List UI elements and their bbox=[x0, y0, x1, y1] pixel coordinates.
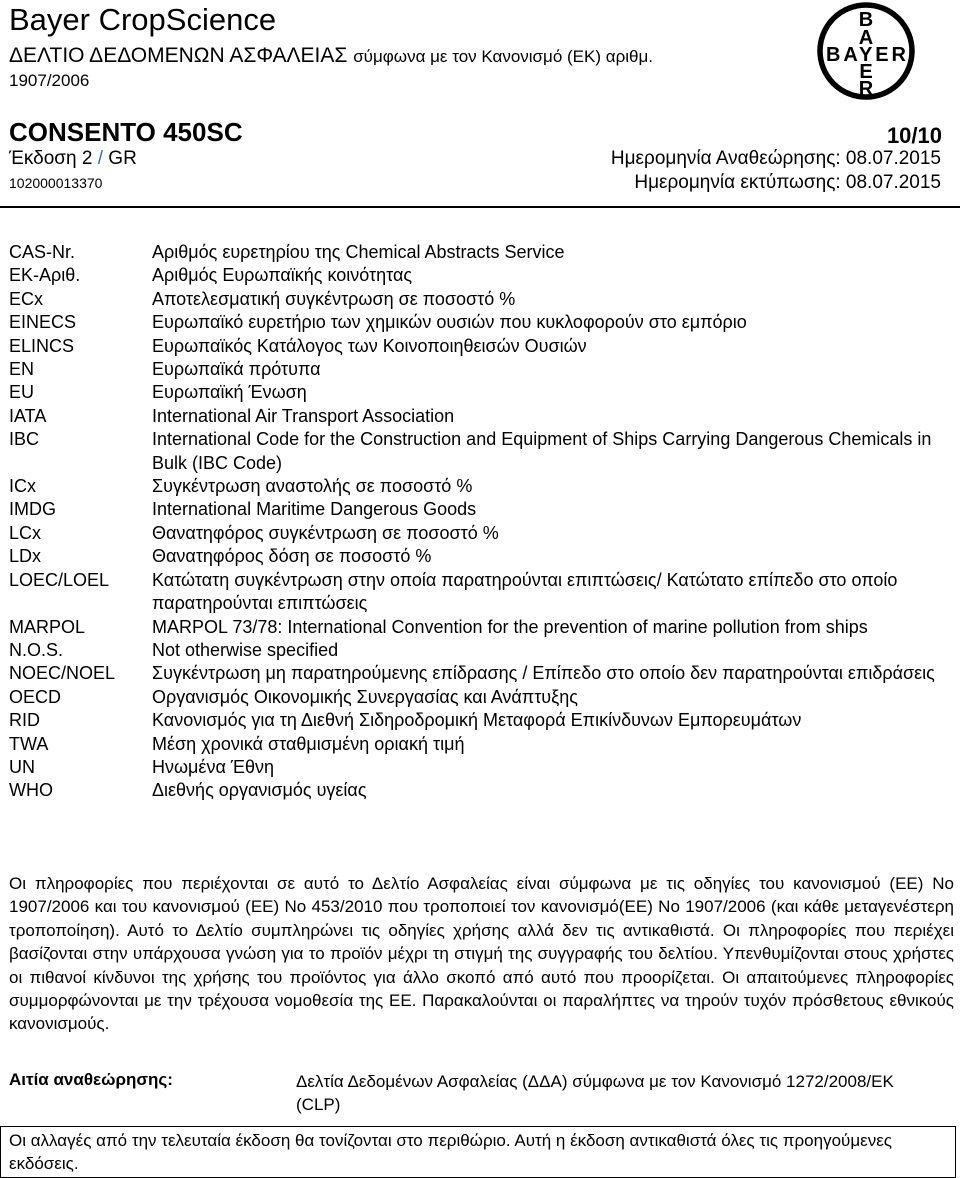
sds-title bbox=[9, 44, 653, 68]
change-note-box: Οι αλλαγές από την τελευταία έκδοση θα τονίζονται στο περιθώριο. Αυτή η έκδοση αντικαθιστά όλες τις προηγούμενες εκδόσεις. bbox=[0, 1126, 956, 1178]
abbreviation-term: ECx bbox=[9, 288, 44, 309]
abbreviation-term: MARPOL bbox=[9, 616, 86, 637]
logo-letter-lower: E bbox=[859, 61, 873, 83]
print-date: Ημερομηνία εκτύπωσης: 08.07.2015 bbox=[634, 172, 941, 193]
abbreviation-term: OECD bbox=[9, 686, 62, 707]
abbreviation-definition: Κατώτατη συγκέντρωση στην οποία παρατηρούνται επιπτώσεις/ Κατώτατο επίπεδο στο οποίο παρατηρούνται επιπτώσεις bbox=[152, 569, 898, 614]
abbreviation-definition: Ευρωπαϊκή Ένωση bbox=[152, 382, 307, 403]
abbreviation-definition: International Air Transport Association bbox=[152, 405, 455, 426]
abbreviation-row bbox=[9, 475, 954, 498]
abbreviation-definition: Not otherwise specified bbox=[152, 639, 339, 660]
abbreviation-row bbox=[9, 756, 954, 779]
abbreviation-definition: Οργανισμός Οικονομικής Συνεργασίας και Ανάπτυξης bbox=[152, 686, 578, 707]
abbreviation-term: EN bbox=[9, 359, 35, 380]
abbreviation-row bbox=[9, 709, 954, 732]
abbreviation-row bbox=[9, 241, 954, 264]
logo-letter-upper: A bbox=[858, 27, 874, 49]
abbreviation-row bbox=[9, 733, 954, 756]
abbreviation-term: ELINCS bbox=[9, 335, 75, 356]
abbreviation-row bbox=[9, 358, 954, 381]
abbreviation-row bbox=[9, 335, 954, 358]
abbreviation-definition: Διεθνής οργανισμός υγείας bbox=[152, 780, 367, 801]
abbreviation-definition: Αριθμός ευρετηρίου της Chemical Abstracts Service bbox=[152, 242, 565, 262]
abbreviation-term: N.O.S. bbox=[9, 639, 64, 660]
abbreviation-term: ICx bbox=[9, 476, 36, 497]
abbreviation-term: TWA bbox=[9, 733, 49, 754]
abbreviation-row bbox=[9, 264, 954, 287]
sds-regulation: σύμφωνα με τον Κανονισμό (ΕΚ) αριθμ. bbox=[353, 47, 653, 66]
logo-letter-bottom: R bbox=[858, 78, 874, 100]
abbreviation-definition: Συγκέντρωση αναστολής σε ποσοστό % bbox=[152, 476, 473, 497]
product-name: CONSENTO 450SC bbox=[9, 117, 243, 147]
abbreviation-definition: Αριθμός Ευρωπαϊκής κοινότητας bbox=[152, 265, 413, 286]
abbreviation-definition: MARPOL 73/78: International Convention for the prevention of marine pollution from ships bbox=[152, 616, 868, 637]
version-label: Έκδοση 2 bbox=[9, 148, 93, 169]
revision-date: Ημερομηνία Αναθεώρησης: 08.07.2015 bbox=[610, 148, 941, 169]
abbreviation-term: EU bbox=[9, 382, 35, 403]
logo-letter-top: B bbox=[858, 9, 874, 31]
abbreviation-row bbox=[9, 311, 954, 334]
revision-reason-label: Αιτία αναθεώρησης: bbox=[9, 1070, 173, 1089]
abbreviation-row bbox=[9, 569, 954, 616]
abbreviation-row bbox=[9, 779, 954, 802]
abbreviation-term: UN bbox=[9, 756, 35, 777]
abbreviations-table bbox=[9, 241, 954, 803]
abbreviation-definition: Αποτελεσματική συγκέντρωση σε ποσοστό % bbox=[152, 288, 516, 309]
abbreviation-term: IMDG bbox=[9, 499, 56, 520]
abbreviation-term: WHO bbox=[9, 780, 53, 801]
abbreviation-term: EINECS bbox=[9, 312, 77, 333]
abbreviation-definition: Θανατηφόρος δόση σε ποσοστό % bbox=[152, 546, 432, 567]
abbreviation-row bbox=[9, 616, 954, 639]
abbreviation-definition: International Code for the Construction and Equipment of Ships Carrying Dangerous Chemicals in Bulk (IBC Code) bbox=[152, 429, 932, 473]
header-divider bbox=[0, 206, 960, 208]
abbreviation-definition: Θανατηφόρος συγκέντρωση σε ποσοστό % bbox=[152, 522, 499, 543]
company-name: Bayer CropScience bbox=[9, 2, 277, 37]
abbreviation-row bbox=[9, 428, 954, 475]
abbreviation-row bbox=[9, 545, 954, 568]
abbreviation-term: LOEC/LOEL bbox=[9, 569, 110, 590]
abbreviation-term: NOEC/NOEL bbox=[9, 663, 116, 684]
abbreviation-term: CAS-Nr. bbox=[9, 242, 76, 262]
abbreviation-row bbox=[9, 639, 954, 662]
page-number: 10/10 bbox=[886, 123, 942, 148]
abbreviation-row bbox=[9, 405, 954, 428]
version-country: GR bbox=[108, 148, 137, 169]
abbreviation-definition: International Maritime Dangerous Goods bbox=[152, 499, 477, 520]
abbreviation-definition: Ευρωπαϊκός Κατάλογος των Κοινοποιηθεισών Ουσιών bbox=[152, 335, 587, 356]
abbreviation-row bbox=[9, 686, 954, 709]
abbreviation-term: LCx bbox=[9, 522, 42, 543]
abbreviation-term: IBC bbox=[9, 429, 40, 450]
logo-wordmark: BAYER bbox=[826, 44, 906, 66]
bayer-cross-logo bbox=[815, 0, 917, 102]
version-separator: / bbox=[92, 148, 109, 169]
abbreviation-row bbox=[9, 522, 954, 545]
abbreviation-row bbox=[9, 662, 954, 685]
disclaimer-paragraph: Οι πληροφορίες που περιέχονται σε αυτό το Δελτίο Ασφαλείας είναι σύμφωνα με τις οδηγίες του κανονισμού (ΕΕ) Νο 1907/2006 και του κανονισμού (ΕΕ) Νο 453/2010 που τροποποιεί τον κανονισμό(ΕΕ) Νο 1907/2006 (και κάθε μεταγενέστερη τροποποίηση). Αυτό το Δελτίο συμπληρώνει τις οδηγίες χρήσης αλλά δεν τις αντικαθιστά. Οι πληροφορίες που περιέχει βασίζονται στην υπάρχουσα γνώση για το προϊόν μέχρι τη στιγμή της συγγραφής του δελτίου. Υπενθυμίζονται στους χρήστες οι πιθανοί κίνδυνοι της χρήσης του προϊόντος για άλλο σκοπό από αυτό που προορίζεται. Οι απαιτούμενες πληροφορίες συμμορφώνονται με την τρέχουσα νομοθεσία της ΕΕ. Παρακαλούνται οι παραλήπτες να τηρούν τυχόν πρόσθετους εθνικούς κανονισμούς. bbox=[9, 874, 954, 1034]
abbreviation-row bbox=[9, 498, 954, 521]
abbreviation-definition: Μέση χρονικά σταθμισμένη οριακή τιμή bbox=[152, 733, 465, 754]
regulation-number: 1907/2006 bbox=[9, 71, 90, 90]
abbreviation-definition: Ευρωπαϊκά πρότυπα bbox=[152, 359, 321, 380]
abbreviation-term: IATA bbox=[9, 405, 47, 426]
abbreviation-row bbox=[9, 381, 954, 404]
abbreviation-definition: Ηνωμένα Έθνη bbox=[152, 756, 274, 777]
sds-title-main: ΔΕΛΤΙΟ ΔΕΔΟΜΕΝΩΝ ΑΣΦΑΛΕΙΑΣ bbox=[9, 44, 348, 67]
abbreviation-row bbox=[9, 288, 954, 311]
product-code: 102000013370 bbox=[9, 175, 103, 191]
abbreviation-term: ΕΚ-Αριθ. bbox=[9, 265, 81, 286]
abbreviation-term: LDx bbox=[9, 546, 42, 567]
abbreviation-definition: Συγκέντρωση μη παρατηρούμενης επίδρασης / Επίπεδο στο οποίο δεν παρατηρούνται επιδράσεις bbox=[152, 663, 935, 684]
abbreviation-definition: Ευρωπαϊκό ευρετήριο των χημικών ουσιών που κυκλοφορούν στο εμπόριο bbox=[152, 312, 747, 333]
abbreviation-term: RID bbox=[9, 710, 40, 731]
version-info bbox=[9, 148, 137, 170]
revision-reason-text: Δελτία Δεδομένων Ασφαλείας (ΔΔΑ) σύμφωνα με τον Κανονισμό 1272/2008/ΕΚ (CLP) bbox=[296, 1072, 894, 1115]
abbreviation-definition: Κανονισμός για τη Διεθνή Σιδηροδρομική Μεταφορά Επικίνδυνων Εμπορευμάτων bbox=[152, 710, 802, 731]
